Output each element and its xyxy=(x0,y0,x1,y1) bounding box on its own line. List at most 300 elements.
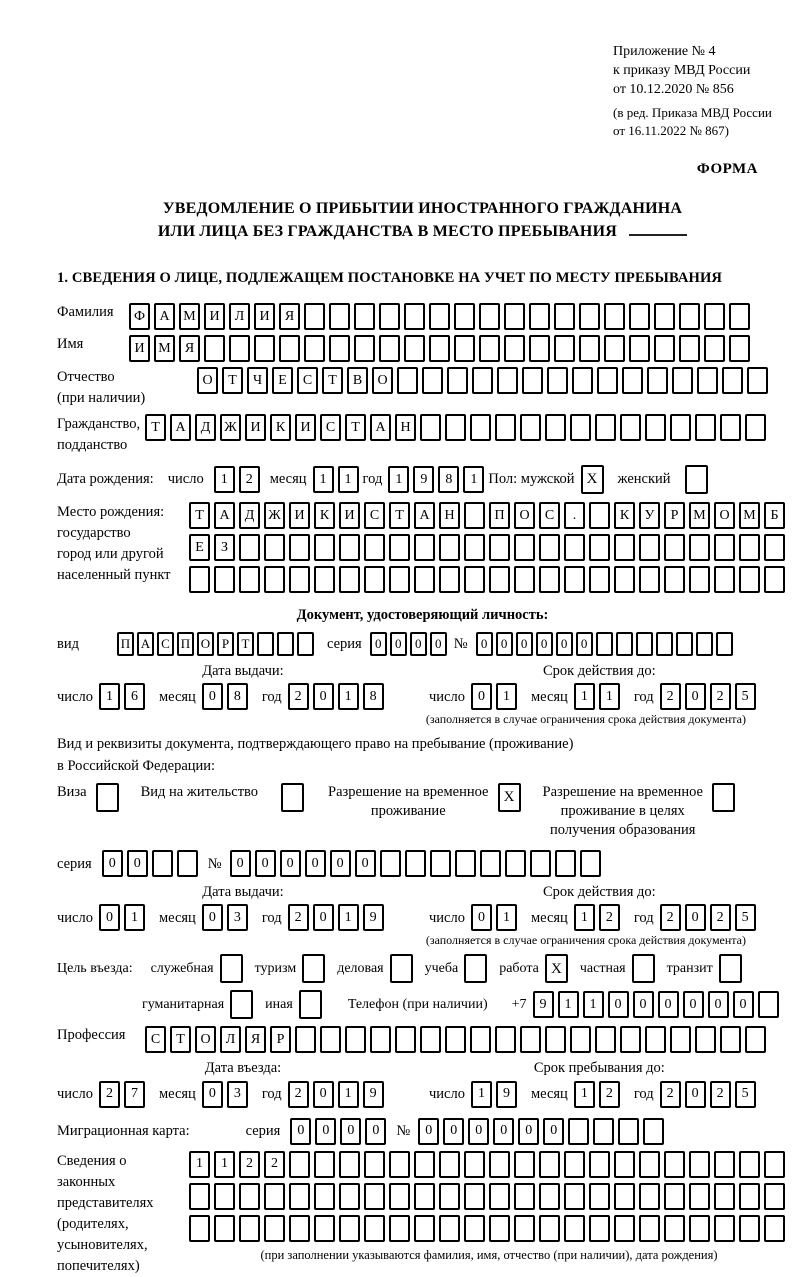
char-box[interactable]: С xyxy=(297,367,318,394)
char-box[interactable] xyxy=(495,1026,516,1053)
char-box[interactable] xyxy=(189,566,210,593)
char-box[interactable] xyxy=(656,632,673,656)
char-box[interactable] xyxy=(152,850,173,877)
char-box[interactable]: 0 xyxy=(576,632,593,656)
char-box[interactable]: О xyxy=(197,367,218,394)
char-box[interactable]: 0 xyxy=(99,904,120,931)
char-box[interactable] xyxy=(254,335,275,362)
char-box[interactable] xyxy=(364,534,385,561)
char-box[interactable] xyxy=(214,1183,235,1210)
char-box[interactable] xyxy=(489,534,510,561)
char-box[interactable] xyxy=(645,414,666,441)
char-box[interactable] xyxy=(239,1183,260,1210)
char-box[interactable] xyxy=(554,303,575,330)
char-box[interactable]: 9 xyxy=(496,1081,517,1108)
char-box[interactable] xyxy=(422,367,443,394)
char-box[interactable] xyxy=(429,335,450,362)
purpose-work-checkbox[interactable]: X xyxy=(545,954,568,983)
char-box[interactable] xyxy=(295,1026,316,1053)
char-box[interactable] xyxy=(695,414,716,441)
char-box[interactable] xyxy=(589,534,610,561)
char-box[interactable] xyxy=(670,1026,691,1053)
permit-issue-month-input[interactable] xyxy=(202,904,252,931)
char-box[interactable] xyxy=(364,566,385,593)
char-box[interactable] xyxy=(514,1151,535,1178)
char-box[interactable] xyxy=(664,1183,685,1210)
char-box[interactable] xyxy=(479,335,500,362)
char-box[interactable] xyxy=(214,566,235,593)
char-box[interactable] xyxy=(645,1026,666,1053)
char-box[interactable] xyxy=(239,566,260,593)
char-box[interactable]: 6 xyxy=(124,683,145,710)
char-box[interactable] xyxy=(277,632,294,656)
char-box[interactable] xyxy=(420,414,441,441)
char-box[interactable]: 0 xyxy=(255,850,276,877)
char-box[interactable] xyxy=(739,566,760,593)
char-box[interactable]: 0 xyxy=(516,632,533,656)
char-box[interactable] xyxy=(345,1026,366,1053)
char-box[interactable] xyxy=(545,1026,566,1053)
char-box[interactable]: 2 xyxy=(660,904,681,931)
char-box[interactable] xyxy=(464,1215,485,1242)
char-box[interactable] xyxy=(614,566,635,593)
permit-series-input[interactable] xyxy=(102,850,202,877)
char-box[interactable]: 0 xyxy=(127,850,148,877)
char-box[interactable] xyxy=(670,414,691,441)
char-box[interactable]: Т xyxy=(237,632,254,656)
char-box[interactable] xyxy=(747,367,768,394)
char-box[interactable]: З xyxy=(214,534,235,561)
char-box[interactable]: Ж xyxy=(264,502,285,529)
char-box[interactable]: М xyxy=(689,502,710,529)
char-box[interactable] xyxy=(404,303,425,330)
birth-place-input-row1[interactable] xyxy=(189,502,789,529)
mc-series-input[interactable] xyxy=(290,1118,390,1145)
char-box[interactable] xyxy=(405,850,426,877)
char-box[interactable] xyxy=(579,335,600,362)
char-box[interactable] xyxy=(695,1026,716,1053)
char-box[interactable]: Т xyxy=(345,414,366,441)
char-box[interactable]: К xyxy=(314,502,335,529)
char-box[interactable] xyxy=(414,534,435,561)
char-box[interactable] xyxy=(389,534,410,561)
char-box[interactable] xyxy=(364,1215,385,1242)
char-box[interactable]: 0 xyxy=(355,850,376,877)
char-box[interactable]: 0 xyxy=(633,991,654,1018)
char-box[interactable] xyxy=(764,1151,785,1178)
char-box[interactable] xyxy=(758,991,779,1018)
char-box[interactable] xyxy=(189,1183,210,1210)
char-box[interactable] xyxy=(722,367,743,394)
char-box[interactable]: Р xyxy=(664,502,685,529)
char-box[interactable] xyxy=(429,303,450,330)
char-box[interactable]: 3 xyxy=(227,1081,248,1108)
char-box[interactable] xyxy=(739,1151,760,1178)
char-box[interactable] xyxy=(414,566,435,593)
char-box[interactable]: 9 xyxy=(413,466,434,493)
char-box[interactable]: 2 xyxy=(599,904,620,931)
char-box[interactable] xyxy=(204,335,225,362)
char-box[interactable] xyxy=(704,335,725,362)
char-box[interactable] xyxy=(639,566,660,593)
char-box[interactable]: 8 xyxy=(227,683,248,710)
char-box[interactable] xyxy=(304,303,325,330)
char-box[interactable] xyxy=(289,566,310,593)
char-box[interactable]: 2 xyxy=(660,683,681,710)
char-box[interactable]: Я xyxy=(245,1026,266,1053)
char-box[interactable] xyxy=(654,335,675,362)
char-box[interactable] xyxy=(555,850,576,877)
char-box[interactable] xyxy=(679,335,700,362)
char-box[interactable] xyxy=(597,367,618,394)
char-box[interactable]: 0 xyxy=(471,904,492,931)
doc-series-input[interactable] xyxy=(370,632,450,656)
char-box[interactable] xyxy=(289,1215,310,1242)
char-box[interactable]: . xyxy=(564,502,585,529)
char-box[interactable] xyxy=(568,1118,589,1145)
char-box[interactable] xyxy=(614,534,635,561)
char-box[interactable]: 0 xyxy=(496,632,513,656)
char-box[interactable]: 5 xyxy=(735,1081,756,1108)
char-box[interactable] xyxy=(514,1183,535,1210)
char-box[interactable] xyxy=(464,566,485,593)
char-box[interactable] xyxy=(622,367,643,394)
doc-issue-month-input[interactable] xyxy=(202,683,252,710)
purpose-official-checkbox[interactable] xyxy=(220,954,243,983)
char-box[interactable]: 8 xyxy=(363,683,384,710)
char-box[interactable]: 0 xyxy=(410,632,427,656)
char-box[interactable] xyxy=(447,367,468,394)
char-box[interactable] xyxy=(464,1151,485,1178)
char-box[interactable]: Л xyxy=(220,1026,241,1053)
phone-input[interactable] xyxy=(533,991,783,1018)
purpose-private-checkbox[interactable] xyxy=(632,954,655,983)
char-box[interactable]: 2 xyxy=(239,466,260,493)
char-box[interactable] xyxy=(239,534,260,561)
char-box[interactable]: 1 xyxy=(599,683,620,710)
char-box[interactable] xyxy=(729,335,750,362)
char-box[interactable] xyxy=(414,1215,435,1242)
char-box[interactable] xyxy=(464,534,485,561)
permit-issue-year-input[interactable] xyxy=(288,904,388,931)
char-box[interactable] xyxy=(339,534,360,561)
char-box[interactable]: 0 xyxy=(313,904,334,931)
char-box[interactable]: И xyxy=(245,414,266,441)
stay-month-input[interactable] xyxy=(574,1081,624,1108)
char-box[interactable]: Т xyxy=(145,414,166,441)
char-box[interactable] xyxy=(539,1215,560,1242)
char-box[interactable] xyxy=(614,1183,635,1210)
char-box[interactable] xyxy=(593,1118,614,1145)
mc-number-input[interactable] xyxy=(418,1118,668,1145)
char-box[interactable]: М xyxy=(154,335,175,362)
char-box[interactable] xyxy=(589,1183,610,1210)
char-box[interactable]: 2 xyxy=(264,1151,285,1178)
char-box[interactable] xyxy=(664,566,685,593)
char-box[interactable]: 1 xyxy=(99,683,120,710)
char-box[interactable] xyxy=(580,850,601,877)
char-box[interactable] xyxy=(445,414,466,441)
char-box[interactable]: Н xyxy=(395,414,416,441)
char-box[interactable]: 9 xyxy=(363,904,384,931)
char-box[interactable]: 1 xyxy=(338,683,359,710)
char-box[interactable]: 1 xyxy=(558,991,579,1018)
char-box[interactable]: С xyxy=(145,1026,166,1053)
char-box[interactable] xyxy=(464,502,485,529)
char-box[interactable]: А xyxy=(154,303,175,330)
char-box[interactable] xyxy=(314,1215,335,1242)
char-box[interactable] xyxy=(539,1183,560,1210)
char-box[interactable] xyxy=(364,1151,385,1178)
permit-valid-month-input[interactable] xyxy=(574,904,624,931)
char-box[interactable] xyxy=(264,1183,285,1210)
char-box[interactable]: Н xyxy=(439,502,460,529)
permit-issue-day-input[interactable] xyxy=(99,904,149,931)
char-box[interactable]: Ч xyxy=(247,367,268,394)
char-box[interactable]: 0 xyxy=(608,991,629,1018)
char-box[interactable]: 1 xyxy=(338,1081,359,1108)
char-box[interactable] xyxy=(379,335,400,362)
char-box[interactable]: 2 xyxy=(288,904,309,931)
char-box[interactable] xyxy=(764,1183,785,1210)
temp-permit-checkbox[interactable]: X xyxy=(498,783,521,812)
name-input[interactable] xyxy=(129,335,754,362)
char-box[interactable] xyxy=(454,303,475,330)
char-box[interactable]: И xyxy=(204,303,225,330)
char-box[interactable] xyxy=(572,367,593,394)
char-box[interactable] xyxy=(639,1183,660,1210)
char-box[interactable]: Е xyxy=(272,367,293,394)
char-box[interactable]: П xyxy=(177,632,194,656)
char-box[interactable] xyxy=(455,850,476,877)
char-box[interactable] xyxy=(716,632,733,656)
char-box[interactable]: 0 xyxy=(330,850,351,877)
char-box[interactable]: Т xyxy=(189,502,210,529)
char-box[interactable] xyxy=(729,303,750,330)
sex-female-checkbox[interactable] xyxy=(685,465,708,494)
char-box[interactable]: 0 xyxy=(493,1118,514,1145)
char-box[interactable] xyxy=(404,335,425,362)
char-box[interactable]: 2 xyxy=(288,683,309,710)
char-box[interactable]: 0 xyxy=(556,632,573,656)
char-box[interactable] xyxy=(505,850,526,877)
char-box[interactable]: 0 xyxy=(370,632,387,656)
char-box[interactable]: 1 xyxy=(574,1081,595,1108)
char-box[interactable] xyxy=(314,566,335,593)
char-box[interactable] xyxy=(589,1215,610,1242)
char-box[interactable] xyxy=(314,534,335,561)
char-box[interactable] xyxy=(697,367,718,394)
char-box[interactable]: 0 xyxy=(365,1118,386,1145)
char-box[interactable]: К xyxy=(614,502,635,529)
char-box[interactable] xyxy=(764,1215,785,1242)
char-box[interactable]: 0 xyxy=(290,1118,311,1145)
char-box[interactable] xyxy=(464,1183,485,1210)
char-box[interactable]: К xyxy=(270,414,291,441)
char-box[interactable]: О xyxy=(514,502,535,529)
char-box[interactable] xyxy=(764,534,785,561)
char-box[interactable]: 5 xyxy=(735,904,756,931)
char-box[interactable] xyxy=(445,1026,466,1053)
char-box[interactable]: 2 xyxy=(660,1081,681,1108)
doc-valid-year-input[interactable] xyxy=(660,683,760,710)
char-box[interactable] xyxy=(339,1183,360,1210)
birth-place-input-row3[interactable] xyxy=(189,566,789,593)
sex-male-checkbox[interactable]: X xyxy=(581,465,604,494)
char-box[interactable] xyxy=(596,632,613,656)
char-box[interactable] xyxy=(314,1183,335,1210)
char-box[interactable] xyxy=(616,632,633,656)
char-box[interactable] xyxy=(636,632,653,656)
char-box[interactable] xyxy=(520,414,541,441)
char-box[interactable] xyxy=(547,367,568,394)
char-box[interactable]: 8 xyxy=(438,466,459,493)
char-box[interactable]: 0 xyxy=(685,683,706,710)
char-box[interactable] xyxy=(370,1026,391,1053)
char-box[interactable]: С xyxy=(539,502,560,529)
char-box[interactable]: Т xyxy=(170,1026,191,1053)
char-box[interactable] xyxy=(189,1215,210,1242)
char-box[interactable] xyxy=(289,534,310,561)
permit-valid-year-input[interactable] xyxy=(660,904,760,931)
char-box[interactable]: 1 xyxy=(189,1151,210,1178)
char-box[interactable]: 5 xyxy=(735,683,756,710)
char-box[interactable] xyxy=(564,1183,585,1210)
char-box[interactable] xyxy=(239,1215,260,1242)
char-box[interactable] xyxy=(739,1183,760,1210)
purpose-business-checkbox[interactable] xyxy=(390,954,413,983)
char-box[interactable] xyxy=(480,850,501,877)
char-box[interactable] xyxy=(639,534,660,561)
char-box[interactable] xyxy=(745,414,766,441)
char-box[interactable]: О xyxy=(714,502,735,529)
char-box[interactable]: Д xyxy=(195,414,216,441)
char-box[interactable]: 0 xyxy=(430,632,447,656)
char-box[interactable]: А xyxy=(414,502,435,529)
char-box[interactable] xyxy=(414,1151,435,1178)
char-box[interactable] xyxy=(289,1183,310,1210)
char-box[interactable]: Р xyxy=(217,632,234,656)
char-box[interactable] xyxy=(618,1118,639,1145)
char-box[interactable]: 0 xyxy=(733,991,754,1018)
char-box[interactable] xyxy=(354,335,375,362)
char-box[interactable]: Б xyxy=(764,502,785,529)
char-box[interactable] xyxy=(689,1151,710,1178)
char-box[interactable]: 0 xyxy=(443,1118,464,1145)
char-box[interactable]: 0 xyxy=(418,1118,439,1145)
char-box[interactable]: 1 xyxy=(214,1151,235,1178)
char-box[interactable]: Д xyxy=(239,502,260,529)
char-box[interactable] xyxy=(539,534,560,561)
char-box[interactable]: 0 xyxy=(313,1081,334,1108)
char-box[interactable]: 7 xyxy=(124,1081,145,1108)
char-box[interactable] xyxy=(430,850,451,877)
char-box[interactable] xyxy=(339,566,360,593)
char-box[interactable]: 2 xyxy=(239,1151,260,1178)
char-box[interactable] xyxy=(297,632,314,656)
birth-year-input[interactable] xyxy=(388,466,488,493)
char-box[interactable] xyxy=(689,566,710,593)
char-box[interactable] xyxy=(414,1183,435,1210)
char-box[interactable]: 0 xyxy=(536,632,553,656)
char-box[interactable] xyxy=(489,1215,510,1242)
char-box[interactable] xyxy=(264,566,285,593)
char-box[interactable]: М xyxy=(739,502,760,529)
char-box[interactable]: 2 xyxy=(710,683,731,710)
char-box[interactable]: Я xyxy=(279,303,300,330)
char-box[interactable] xyxy=(696,632,713,656)
char-box[interactable] xyxy=(514,566,535,593)
doc-number-input[interactable] xyxy=(476,632,736,656)
char-box[interactable] xyxy=(689,1183,710,1210)
char-box[interactable] xyxy=(589,1151,610,1178)
char-box[interactable] xyxy=(489,1183,510,1210)
char-box[interactable]: 9 xyxy=(533,991,554,1018)
char-box[interactable]: 1 xyxy=(574,683,595,710)
char-box[interactable]: М xyxy=(179,303,200,330)
char-box[interactable] xyxy=(389,1183,410,1210)
char-box[interactable] xyxy=(470,1026,491,1053)
char-box[interactable]: 2 xyxy=(710,904,731,931)
char-box[interactable] xyxy=(595,1026,616,1053)
char-box[interactable]: 2 xyxy=(288,1081,309,1108)
char-box[interactable]: С xyxy=(320,414,341,441)
char-box[interactable]: И xyxy=(295,414,316,441)
char-box[interactable] xyxy=(504,335,525,362)
entry-day-input[interactable] xyxy=(99,1081,149,1108)
char-box[interactable] xyxy=(579,303,600,330)
char-box[interactable]: 0 xyxy=(202,1081,223,1108)
char-box[interactable]: 0 xyxy=(202,683,223,710)
entry-year-input[interactable] xyxy=(288,1081,388,1108)
char-box[interactable] xyxy=(279,335,300,362)
permit-number-input[interactable] xyxy=(230,850,605,877)
char-box[interactable]: 0 xyxy=(518,1118,539,1145)
char-box[interactable] xyxy=(714,1151,735,1178)
char-box[interactable]: 1 xyxy=(338,466,359,493)
char-box[interactable] xyxy=(329,335,350,362)
char-box[interactable]: 1 xyxy=(496,683,517,710)
char-box[interactable] xyxy=(470,414,491,441)
char-box[interactable] xyxy=(664,1151,685,1178)
char-box[interactable] xyxy=(564,566,585,593)
char-box[interactable] xyxy=(689,1215,710,1242)
char-box[interactable] xyxy=(529,335,550,362)
char-box[interactable] xyxy=(664,534,685,561)
char-box[interactable] xyxy=(595,414,616,441)
char-box[interactable] xyxy=(339,1215,360,1242)
char-box[interactable] xyxy=(745,1026,766,1053)
char-box[interactable] xyxy=(420,1026,441,1053)
char-box[interactable]: 1 xyxy=(338,904,359,931)
edu-permit-checkbox[interactable] xyxy=(712,783,735,812)
char-box[interactable]: О xyxy=(195,1026,216,1053)
char-box[interactable] xyxy=(229,335,250,362)
doc-kind-input[interactable] xyxy=(117,632,317,656)
char-box[interactable]: 1 xyxy=(214,466,235,493)
char-box[interactable] xyxy=(629,335,650,362)
doc-valid-day-input[interactable] xyxy=(471,683,521,710)
char-box[interactable]: 2 xyxy=(710,1081,731,1108)
char-box[interactable]: В xyxy=(347,367,368,394)
char-box[interactable] xyxy=(739,534,760,561)
char-box[interactable]: 0 xyxy=(708,991,729,1018)
char-box[interactable]: 0 xyxy=(471,683,492,710)
doc-valid-month-input[interactable] xyxy=(574,683,624,710)
char-box[interactable] xyxy=(539,1151,560,1178)
char-box[interactable] xyxy=(439,1215,460,1242)
char-box[interactable] xyxy=(714,1215,735,1242)
